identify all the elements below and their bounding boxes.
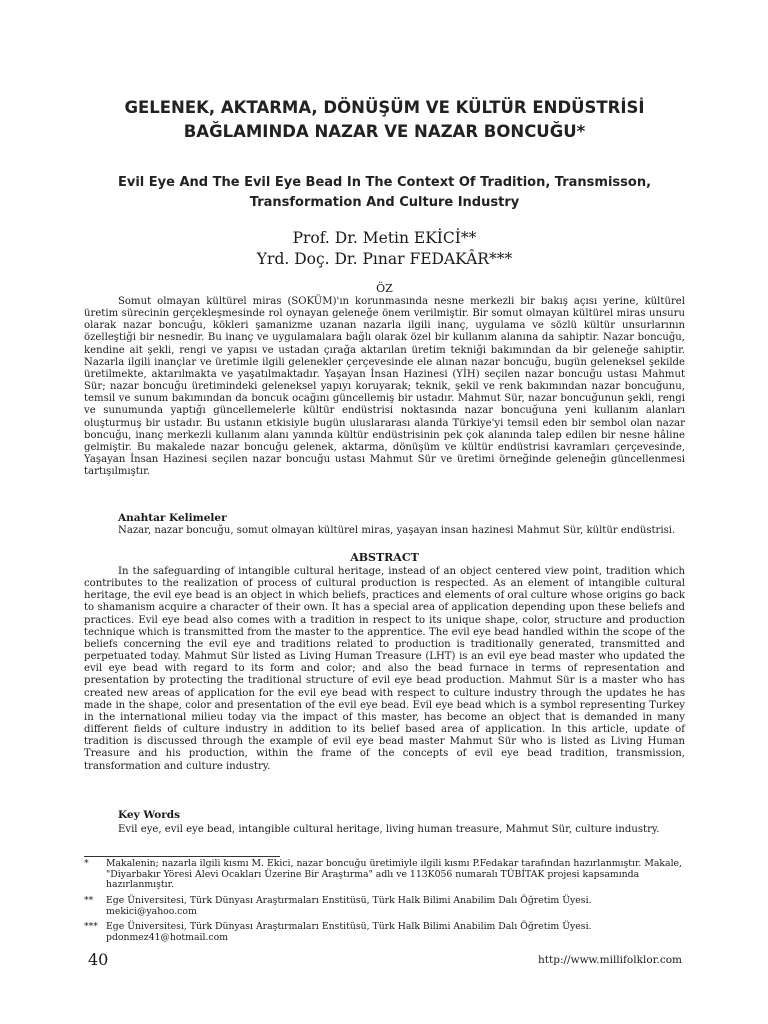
subtitle-line-2: Transformation And Culture Industry [249,195,520,210]
footnote-1-text: Makalenin; nazarla ilgili kısmı M. Ekici, nazar boncuğu üretimiyle ilgili kısmı P.Fedakar tarafından hazırlanmıştır. Makale, "Diyarbakır Yöresi Alevi Ocakları Üzerine Bir Araştırma" adlı ve 113K056 numaralı TÜBİTAK projesi kapsamında hazırlanmıştır. [106,858,683,891]
footnote-2-text: Ege Üniversitesi, Türk Dünyası Araştırmaları Enstitüsü, Türk Halk Bilimi Anabilim Dalı Öğretim Üyesi. mekici@yahoo.com [106,895,592,917]
footnote-2-mark: ** [84,895,94,906]
author-1: Prof. Dr. Metin EKİCİ** [292,229,477,247]
footnote-divider [84,856,280,857]
abstract-heading: ABSTRACT [350,551,419,564]
footnote-3-mark: *** [84,921,98,932]
article-english-title [84,173,685,213]
key-words-values: Evil eye, evil eye bead, intangible cultural heritage, living human treasure, Mahmut Sür, culture industry. [118,824,660,835]
subtitle-line-1: Evil Eye And The Evil Eye Bead In The Context Of Tradition, Transmisson, [117,175,652,190]
authors [84,228,685,270]
author-2: Yrd. Doç. Dr. Pınar FEDAKÂR*** [256,250,513,268]
anahtar-kelimeler-values: Nazar, nazar boncuğu, somut olmayan kültürel miras, yaşayan insan hazinesi Mahmut Sür, kültür endüstrisi. [118,525,676,536]
oz-text [84,296,685,478]
key-words-label: Key Words [118,809,181,821]
abstract-paragraph: In the safeguarding of intangible cultural heritage, instead of an object centered view point, tradition which contributes to the realization of process of cultural production is respected. As an element of intangible cultural heritage, the evil eye bead is an object in which beliefs, practices and elements of oral culture whose origins go back to shamanism acquire a character of their own. It has a special area of application depending upon these beliefs and practices. Evil eye bead also comes with a tradition in respect to its unique shape, color, structure and production technique which is transmitted from the master to the apprentice. The evil eye bead handled within the scope of the beliefs concerning the evil eye and traditions related to production is traditionally generated, transmitted and perpetuated today. Mahmut Sür listed as Living Human Treasure (LHT) is an evil eye bead master who updated the evil eye bead with regard to its form and color; and also the bead furnace in terms of representation and presentation by protecting the traditional structure of evil eye bead production. Mahmut Sür is a master who has created new areas of application for the evil eye bead with respect to culture industry through the updates he has made in the shape, color and presentation of the evil eye bead. Evil eye bead which is a symbol representing Turkey in the international milieu today via the impact of this master, has become an object that is demanded in many different fields of culture industry in addition to its belief based area of application. In this article, update of tradition is discussed through the example of evil eye bead master Mahmut Sür who is listed as Living Human Treasure and his production, within the frame of the concepts of evil eye bead tradition, transmission, transformation and culture industry. [84,566,686,772]
anahtar-kelimeler-label: Anahtar Kelimeler [118,512,227,524]
abstract-text [84,566,685,773]
title-line-2: BAĞLAMINDA NAZAR VE NAZAR BONCUĞU* [183,122,586,141]
title-line-1: GELENEK, AKTARMA, DÖNÜŞÜM VE KÜLTÜR ENDÜSTRİSİ [124,98,645,117]
footnote-1-mark: * [84,858,89,869]
oz-paragraph: Somut olmayan kültürel miras (SOKÜM)'ın korunmasında nesne merkezli bir bakış açısı yerine, kültürel üretim sürecinin gerçekleşmesinde rol oynayan geleneğe önem verilmiştir. Bir somut olmayan kültürel miras unsuru olarak nazar boncuğu, kökleri şamanizme uzanan nazarla ilgili inanç, uygulama ve sözlü kültür unsurlarının özelleştiği bir nesnedir. Bu inanç ve uygulamalara bağlı olarak özel bir kullanım alanına da sahiptir. Nazar boncuğu, kendine ait şekli, rengi ve yapısı ve ustadan çırağa aktarılan üretim tekniği bakımından da bir geleneğe sahiptir. Nazarla ilgili inançlar ve üretimle ilgili gelenekler çerçevesinde ele alınan nazar boncuğu, bugün geleneksel şekilde üretilmekte, aktarılmakta ve yaşatılmaktadır. Yaşayan İnsan Hazinesi (YİH) seçilen nazar boncuğu ustası Mahmut Sür; nazar boncuğu üretimindeki geleneksel yapıyı koruyarak; teknik, şekil ve renk bakımından nazar boncuğunu, temsil ve sunum bakımından da boncuk ocağını güncellemiş bir ustadır. Mahmut Sür, nazar boncuğunun şekli, rengi ve sunumunda yaptığı güncellemelerle kültür endüstrisi noktasında nazar boncuğuna yeni kullanım alanları oluşturmuş bir ustadır. Bu ustanın etkisiyle bugün uluslararası alanda Türkiye'yi temsil eden bir sembol olan nazar boncuğu, inanç merkezli kullanım alanı yanında kültür endüstrisinin pek çok alanında talep edilen bir nesne hâline gelmiştir. Bu makalede nazar boncuğu gelenek, aktarma, dönüşüm ve kültür endüstrisi kavramları çerçevesinde, Yaşayan İnsan Hazinesi seçilen nazar boncuğu ustası Mahmut Sür ve üretimi örneğinde geleneğin güncellenmesi tartışılmıştır. [84,296,685,478]
footnote-3 [84,922,685,943]
journal-url[interactable]: http://www.millifolklor.com [538,954,682,966]
footnote-3-text: Ege Üniversitesi, Türk Dünyası Araştırmaları Enstitüsü, Türk Halk Bilimi Anabilim Dalı Öğretim Üyesi. pdonmez41@hotmail.com [106,921,592,943]
footnote-2 [84,896,685,917]
page-number: 40 [88,950,109,969]
key-words-text [84,824,685,836]
oz-heading: ÖZ [376,282,393,295]
footnote-1 [84,859,685,891]
anahtar-kelimeler-text [84,525,685,537]
article-title [84,96,685,144]
